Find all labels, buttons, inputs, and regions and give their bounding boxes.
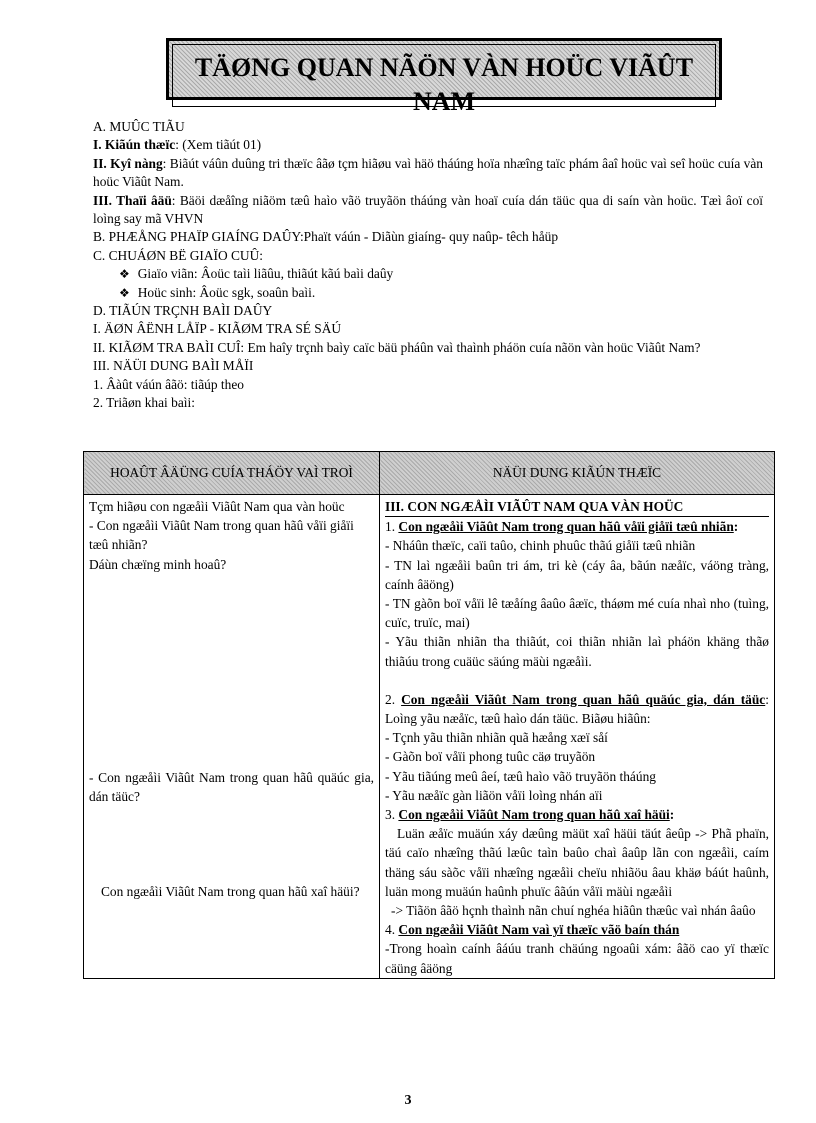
- section-number: 2.: [385, 691, 396, 707]
- step-ii: II. KIÃØM TRA BAÌI CUÎ: Em haîy trçnh baìy caïc bäü pháûn vaì thaình pháön cuía nãön vàn hoüc Viãût Nam?: [93, 339, 701, 355]
- prep-item-label: Hoüc sinh: Âoüc sgk, soaûn baìi.: [137, 284, 316, 300]
- content-line: - Tçnh yãu thiãn nhiãn quã hæång xæï såí: [385, 730, 608, 746]
- section-4: [385, 920, 769, 939]
- content-line: - TN gàõn boï våïi lê tæåíng âaûo âæïc, tháøm mé cuía nhaì nho (tuìng, cuïc, truïc, mai): [385, 596, 769, 631]
- content-cell: [380, 495, 775, 979]
- step-1: 1. Âàût váún âãö: tiãúp theo: [93, 376, 244, 392]
- heading-a: A. MUÛC TIÃU: [93, 119, 185, 134]
- content-main-heading: III. CON NGÆÅÌI VIÃÛT NAM QUA VÀN HOÜC: [385, 495, 769, 517]
- activity-question: - Con ngæåìi Viãût Nam trong quan hãû våïi giåïi tæû nhiãn?: [89, 518, 354, 553]
- diamond-bullet-icon: ❖: [119, 285, 130, 300]
- text-knowledge: : (Xem tiãút 01): [175, 137, 262, 153]
- label-attitude: III. Thaïi âäü: [93, 192, 172, 208]
- section-heading: Con ngæåìi Viãût Nam vaì yï thæïc vãö baín thán: [398, 922, 680, 938]
- document-title: TÄØNG QUAN NÃÖN VÀN HOÜC VIÃÛT NAM: [194, 53, 694, 116]
- lesson-intro: [93, 118, 763, 413]
- activity-question: Con ngæåìi Viãût Nam trong quan hãû xaî häüi?: [101, 884, 360, 900]
- prep-item-student: [93, 284, 763, 302]
- heading-d: D. TIÃÚN TRÇNH BAÌI DAÛY: [93, 303, 273, 319]
- content-line: - Yãu thiãn nhiãn tha thiãút, coi thiãn nhiãn laì pháön khäng thãø thiãúu trong cuäüc säúng mäùi ngæåìi.: [385, 634, 769, 669]
- method-line: [93, 228, 763, 246]
- header-content: NÄÜI DUNG KIÃÚN THÆÏC: [380, 452, 775, 495]
- content-line: - TN laì ngæåìi baûn tri ám, tri kè (cáy âa, bãún næåïc, váöng tràng, caính âäöng): [385, 557, 769, 592]
- text-skill: : Biãút váûn duûng tri thæïc âãø tçm hiãøu vaì häö tháúng hoïa nhæîng taïc phám âaî hoüc vaì seî hoüc cuía vàn hoüc Viãût Nam.: [93, 155, 763, 190]
- section-3: [385, 805, 769, 824]
- objective-attitude: [93, 192, 763, 229]
- table-header-row: [84, 452, 775, 495]
- content-line: - Yãu tiãúng meû âeí, tæû haìo vãö truyãön tháúng: [385, 768, 656, 784]
- table-row: [84, 495, 775, 979]
- section-1: [385, 517, 769, 536]
- content-line: - Yãu næåïc gàn liãön våïi loìng nhán aïi: [385, 787, 603, 803]
- title-banner: [166, 38, 722, 116]
- section-2: [385, 690, 769, 728]
- content-line: -Trong hoaìn caính âáúu tranh chäúng ngoaûi xám: âãö cao yï thæïc cäüng âäöng: [385, 941, 769, 976]
- header-activities: HOAÛT ÂÄÜNG CUÍA THÁÖY VAÌ TROÌ: [84, 452, 380, 495]
- label-skill: II. Kyî nàng: [93, 155, 163, 171]
- prep-item-teacher: [93, 265, 763, 283]
- diamond-bullet-icon: ❖: [119, 267, 130, 282]
- activity-question: - Con ngæåìi Viãût Nam trong quan hãû quäúc gia, dán täüc?: [89, 769, 374, 805]
- text-attitude: : Bäöi dæåîng niãöm tæû haìo vãö truyãön tháúng vàn hoaï cuía dán täüc qua di saín vàn hoüc. Tæì âoï coï loìng say mã VHVN: [93, 192, 763, 227]
- content-line: -> Tiãön âãö hçnh thaình nãn chuí nghéa hiãûn thæûc vaì nhán âaûo: [391, 903, 756, 919]
- prep-item-label: Giaïo viãn: Âoüc taìi liãûu, thiãút kãú baìi daûy: [137, 266, 394, 282]
- section-colon: :: [669, 807, 675, 823]
- activities-cell: [84, 495, 380, 979]
- content-line: - Nháûn thæïc, caïi taûo, chinh phuûc thãú giåïi tæû nhiãn: [385, 538, 696, 554]
- page-number: 3: [404, 1093, 412, 1108]
- heading-c: C. CHUÁØN BË GIAÏO CUÛ:: [93, 247, 263, 263]
- lesson-table: [83, 451, 775, 979]
- section-intro: : Loìng yãu næåïc, tæû haìo dán täüc. Biãøu hiãûn:: [385, 691, 769, 727]
- section-number: 3.: [385, 807, 396, 823]
- heading-b: B. PHÆÅNG PHAÏP GIAÍNG DAÛY: [93, 229, 300, 245]
- section-heading: Con ngæåìi Viãût Nam trong quan hãû xaî häüi: [398, 807, 670, 823]
- activity-question: Tçm hiãøu con ngæåìi Viãût Nam qua vàn hoüc: [89, 499, 345, 514]
- method-text: :Phaït váún - Diãùn giaíng- quy naûp- têch håüp: [299, 229, 559, 245]
- label-knowledge: I. Kiãún thæïc: [93, 137, 176, 153]
- step-2: 2. Triãøn khai baìi:: [93, 395, 195, 411]
- objective-knowledge: [93, 136, 763, 154]
- step-iii: III. NÄÜI DUNG BAÌI MÅÏI: [93, 358, 254, 374]
- section-number: 4.: [385, 922, 396, 938]
- section-heading: Con ngæåìi Viãût Nam trong quan hãû quäúc gia, dán täüc: [401, 691, 766, 707]
- section-colon: :: [733, 519, 739, 535]
- section-heading: Con ngæåìi Viãût Nam trong quan hãû våïi giåïi tæû nhiãn: [398, 519, 734, 535]
- content-line: - Gàõn boï våïi phong tuûc cäø truyãön: [385, 749, 596, 765]
- content-line: Luän æåïc muäún xáy dæûng mäüt xaî häüi täút âeûp -> Phã phaïn, täú caïo nhæîng thãú læûc taìn baûo chaì âaûp lãn con ngæåìi, caím thäng sáu sàõc våïi nhæîng ngæåìi cheïu nhiãöu âau khäø báút haûnh, luän mong muäún haûnh phuïc âãún våïi mäùi ngæåìi: [385, 826, 769, 899]
- objective-skill: [93, 155, 763, 192]
- section-number: 1.: [385, 519, 396, 535]
- step-i: I. ÄØN ÂËNH LÅÏP - KIÃØM TRA SÉ SÄÚ: [93, 321, 342, 337]
- activity-question: Dáùn chæïng minh hoaû?: [89, 556, 227, 572]
